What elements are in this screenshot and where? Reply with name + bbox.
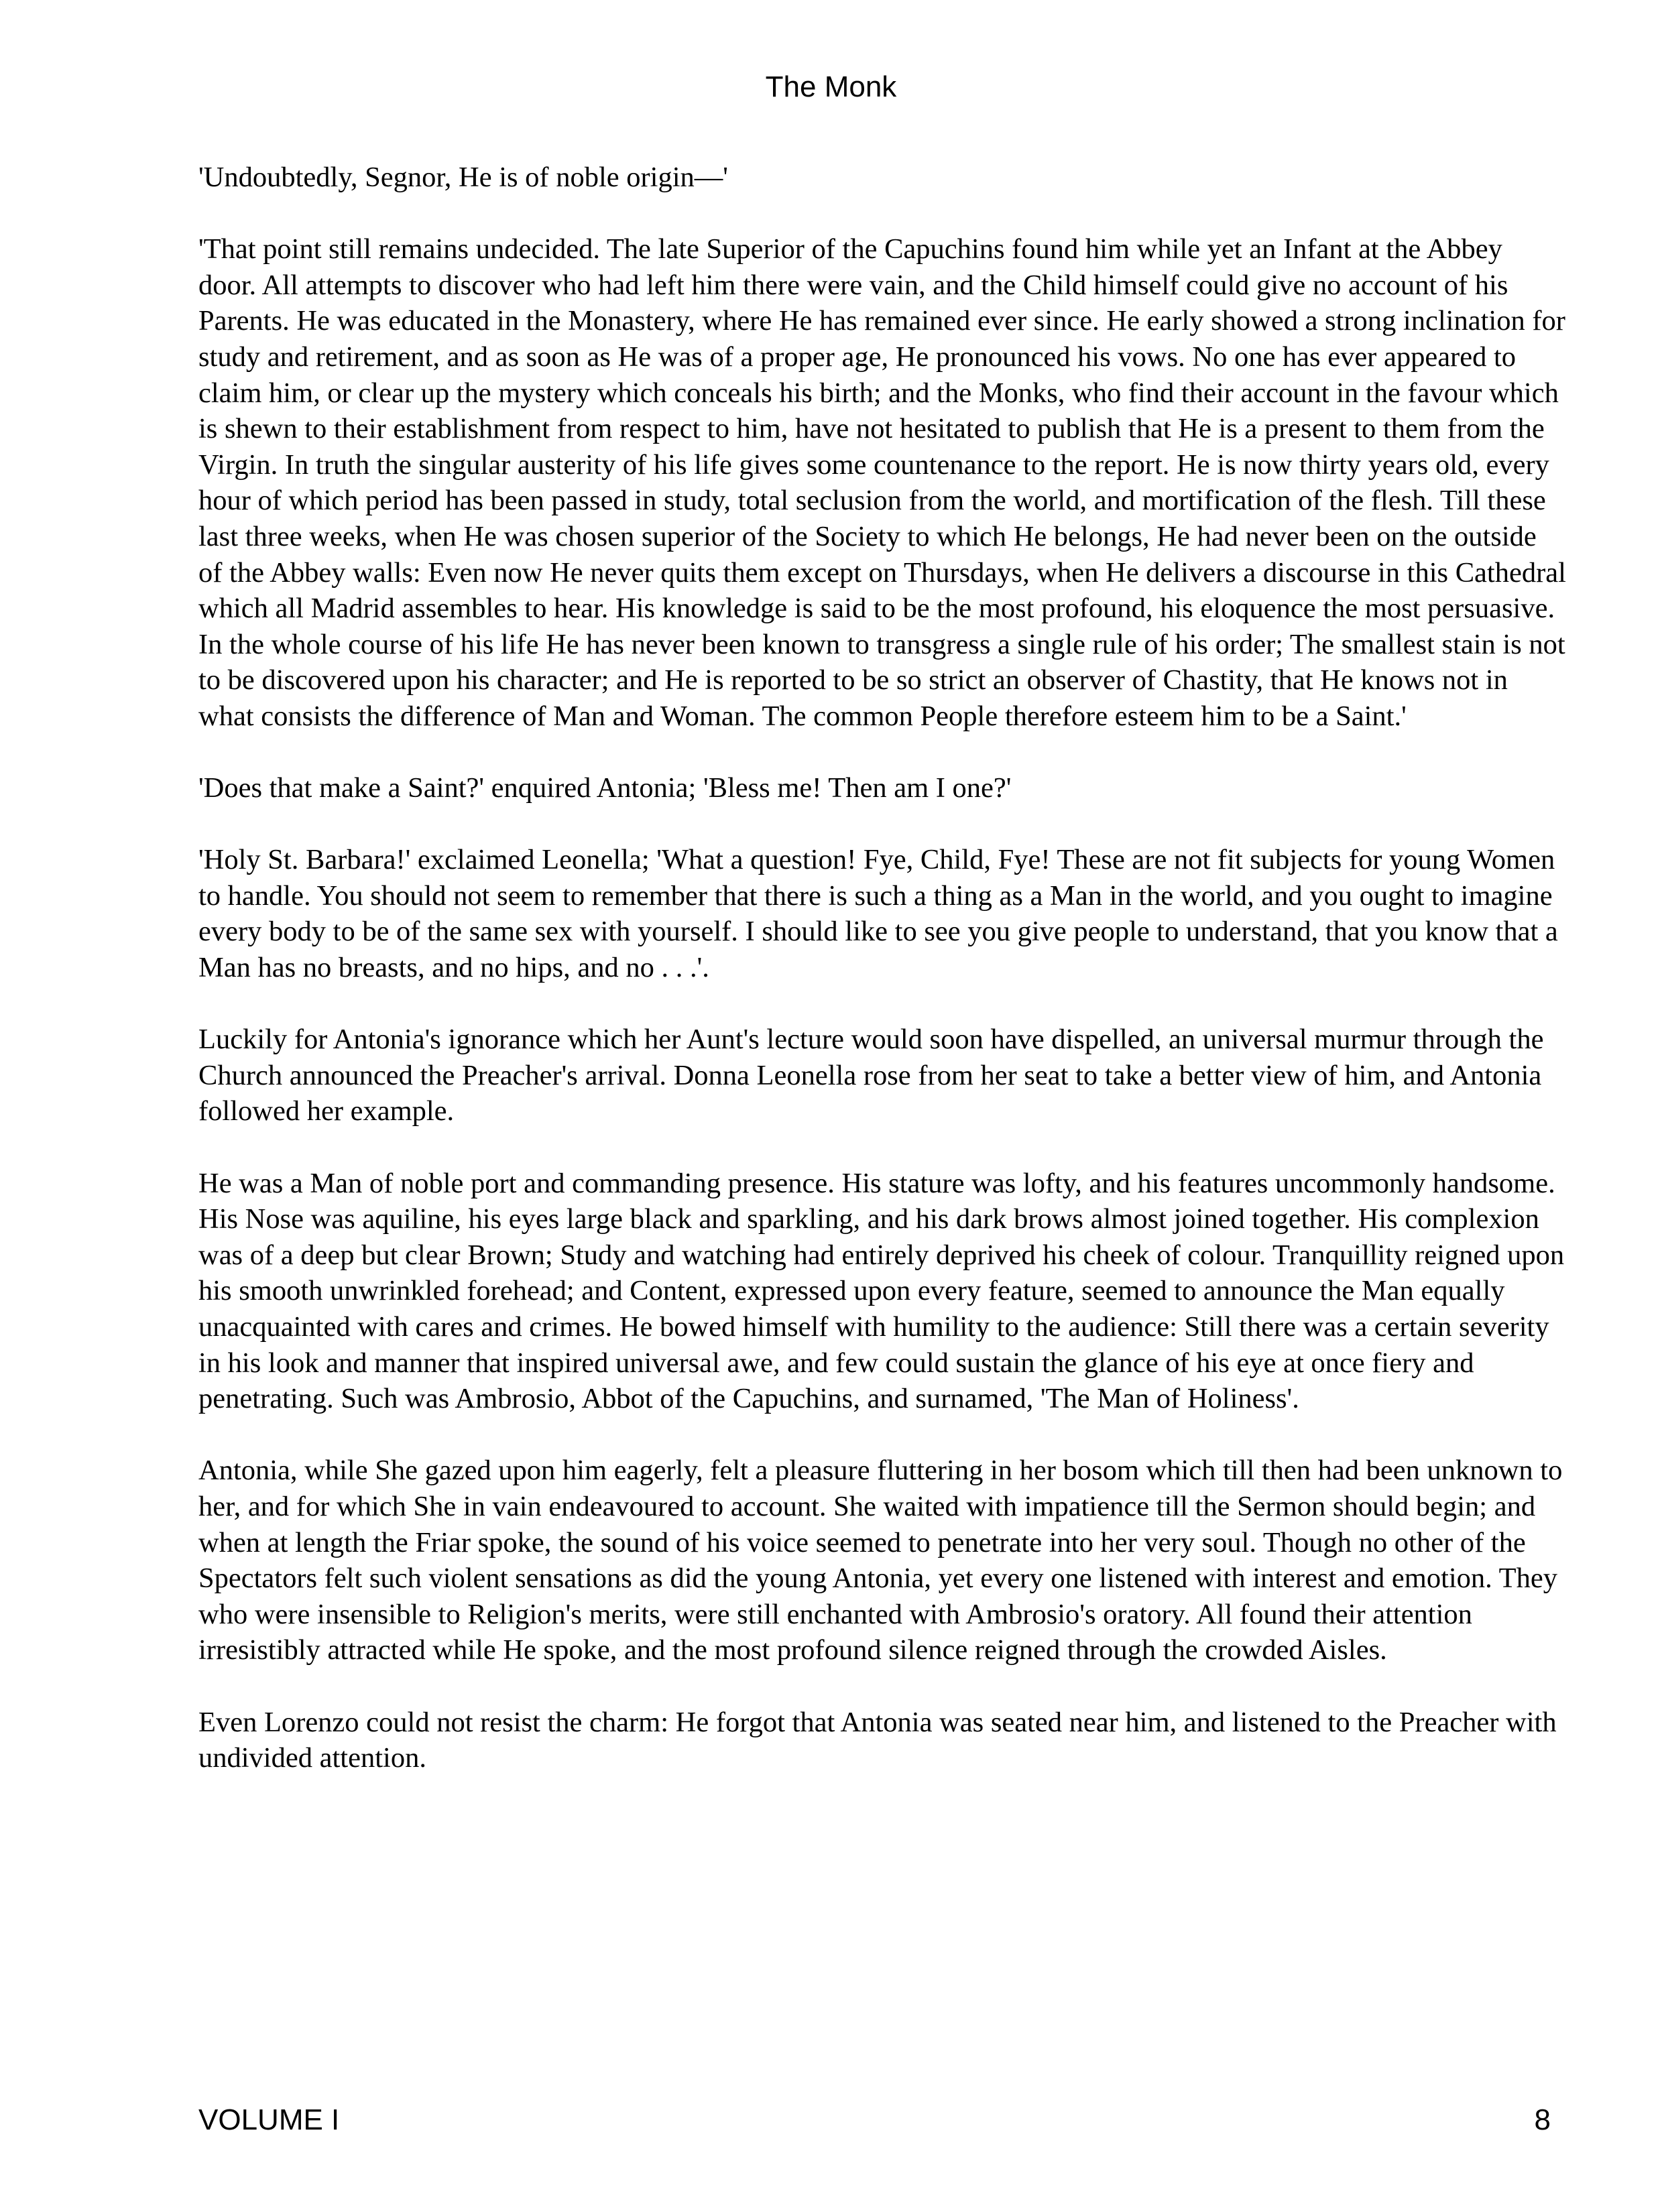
paragraph-6: He was a Man of noble port and commanding presence. His stature was lofty, and his features uncommonly handsome. His Nose was aquiline, his eyes large black and sparkling, and his dark brows almost joined together. His complexion was of a deep but clear Brown; Study and watching had entirely deprived his cheek of colour. Tranquillity reigned upon his smooth unwrinkled forehead; and Content, expressed upon every feature, seemed to announce the Man equally unacquainted with cares and crimes. He bowed himself with humility to the audience: Still there was a certain severity in his look and manner that inspired universal awe, and few could sustain the glance of his eye at once fiery and penetrating. Such was Ambrosio, Abbot of the Capuchins, and surnamed, 'The Man of Holiness'. xyxy=(198,1167,1565,1415)
page-header-title: The Monk xyxy=(765,70,897,103)
paragraph-8: Even Lorenzo could not resist the charm: He forgot that Antonia was seated near him, and listened to the Preacher with undivided attention. xyxy=(198,1706,1557,1774)
footer-page-number: 8 xyxy=(1534,2103,1551,2136)
body-text xyxy=(198,160,1566,1812)
paragraph-2: 'That point still remains undecided. The late Superior of the Capuchins found him while yet an Infant at the Abbey door. All attempts to discover who had left him there were vain, and the Child himself could give no account of his Parents. He was educated in the Monastery, where He has remained ever since. He early showed a strong inclination for study and retirement, and as soon as He was of a proper age, He pronounced his vows. No one has ever appeared to claim him, or clear up the mystery which conceals his birth; and the Monks, who find their account in the favour which is shewn to their establishment from respect to him, have not hesitated to publish that He is a present to them from the Virgin. In truth the singular austerity of his life gives some countenance to the report. He is now thirty years old, every hour of which period has been passed in study, total seclusion from the world, and mortification of the flesh. Till these last three weeks, when He was chosen superior of the Society to which He belongs, He had never been on the outside of the Abbey walls: Even now He never quits them except on Thursdays, when He delivers a discourse in this Cathedral which all Madrid assembles to hear. His knowledge is said to be the most profound, his eloquence the most persuasive. In the whole course of his life He has never been known to transgress a single rule of his order; The smallest stain is not to be discovered upon his character; and He is reported to be so strict an observer of Chastity, that He knows not in what consists the difference of Man and Woman. The common People therefore esteem him to be a Saint.' xyxy=(198,233,1566,732)
paragraph-1: 'Undoubtedly, Segnor, He is of noble origin—' xyxy=(198,162,728,193)
footer-volume: VOLUME I xyxy=(198,2103,340,2136)
page-footer xyxy=(0,2100,1662,2140)
paragraph-7: Antonia, while She gazed upon him eagerly, felt a pleasure fluttering in her bosom which till then had been unknown to her, and for which She in vain endeavoured to account. She waited with impatience till the Sermon should begin; and when at length the Friar spoke, the sound of his voice seemed to penetrate into her very soul. Though no other of the Spectators felt such violent sensations as did the young Antonia, yet every one listened with interest and emotion. They who were insensible to Religion's merits, were still enchanted with Ambrosio's oratory. All found their attention irresistibly attracted while He spoke, and the most profound silence reigned through the crowded Aisles. xyxy=(198,1455,1563,1666)
paragraph-4: 'Holy St. Barbara!' exclaimed Leonella; 'What a question! Fye, Child, Fye! These are not fit subjects for young Women to handle. You should not seem to remember that there is such a thing as a Man in the world, and you ought to imagine every body to be of the same sex with yourself. I should like to see you give people to understand, that you know that a Man has no breasts, and no hips, and no . . .'. xyxy=(198,844,1558,984)
paragraph-5: Luckily for Antonia's ignorance which her Aunt's lecture would soon have dispelled, an universal murmur through the Church announced the Preacher's arrival. Donna Leonella rose from her seat to take a better view of him, and Antonia followed her example. xyxy=(198,1024,1544,1127)
paragraph-3: 'Does that make a Saint?' enquired Antonia; 'Bless me! Then am I one?' xyxy=(198,772,1012,804)
